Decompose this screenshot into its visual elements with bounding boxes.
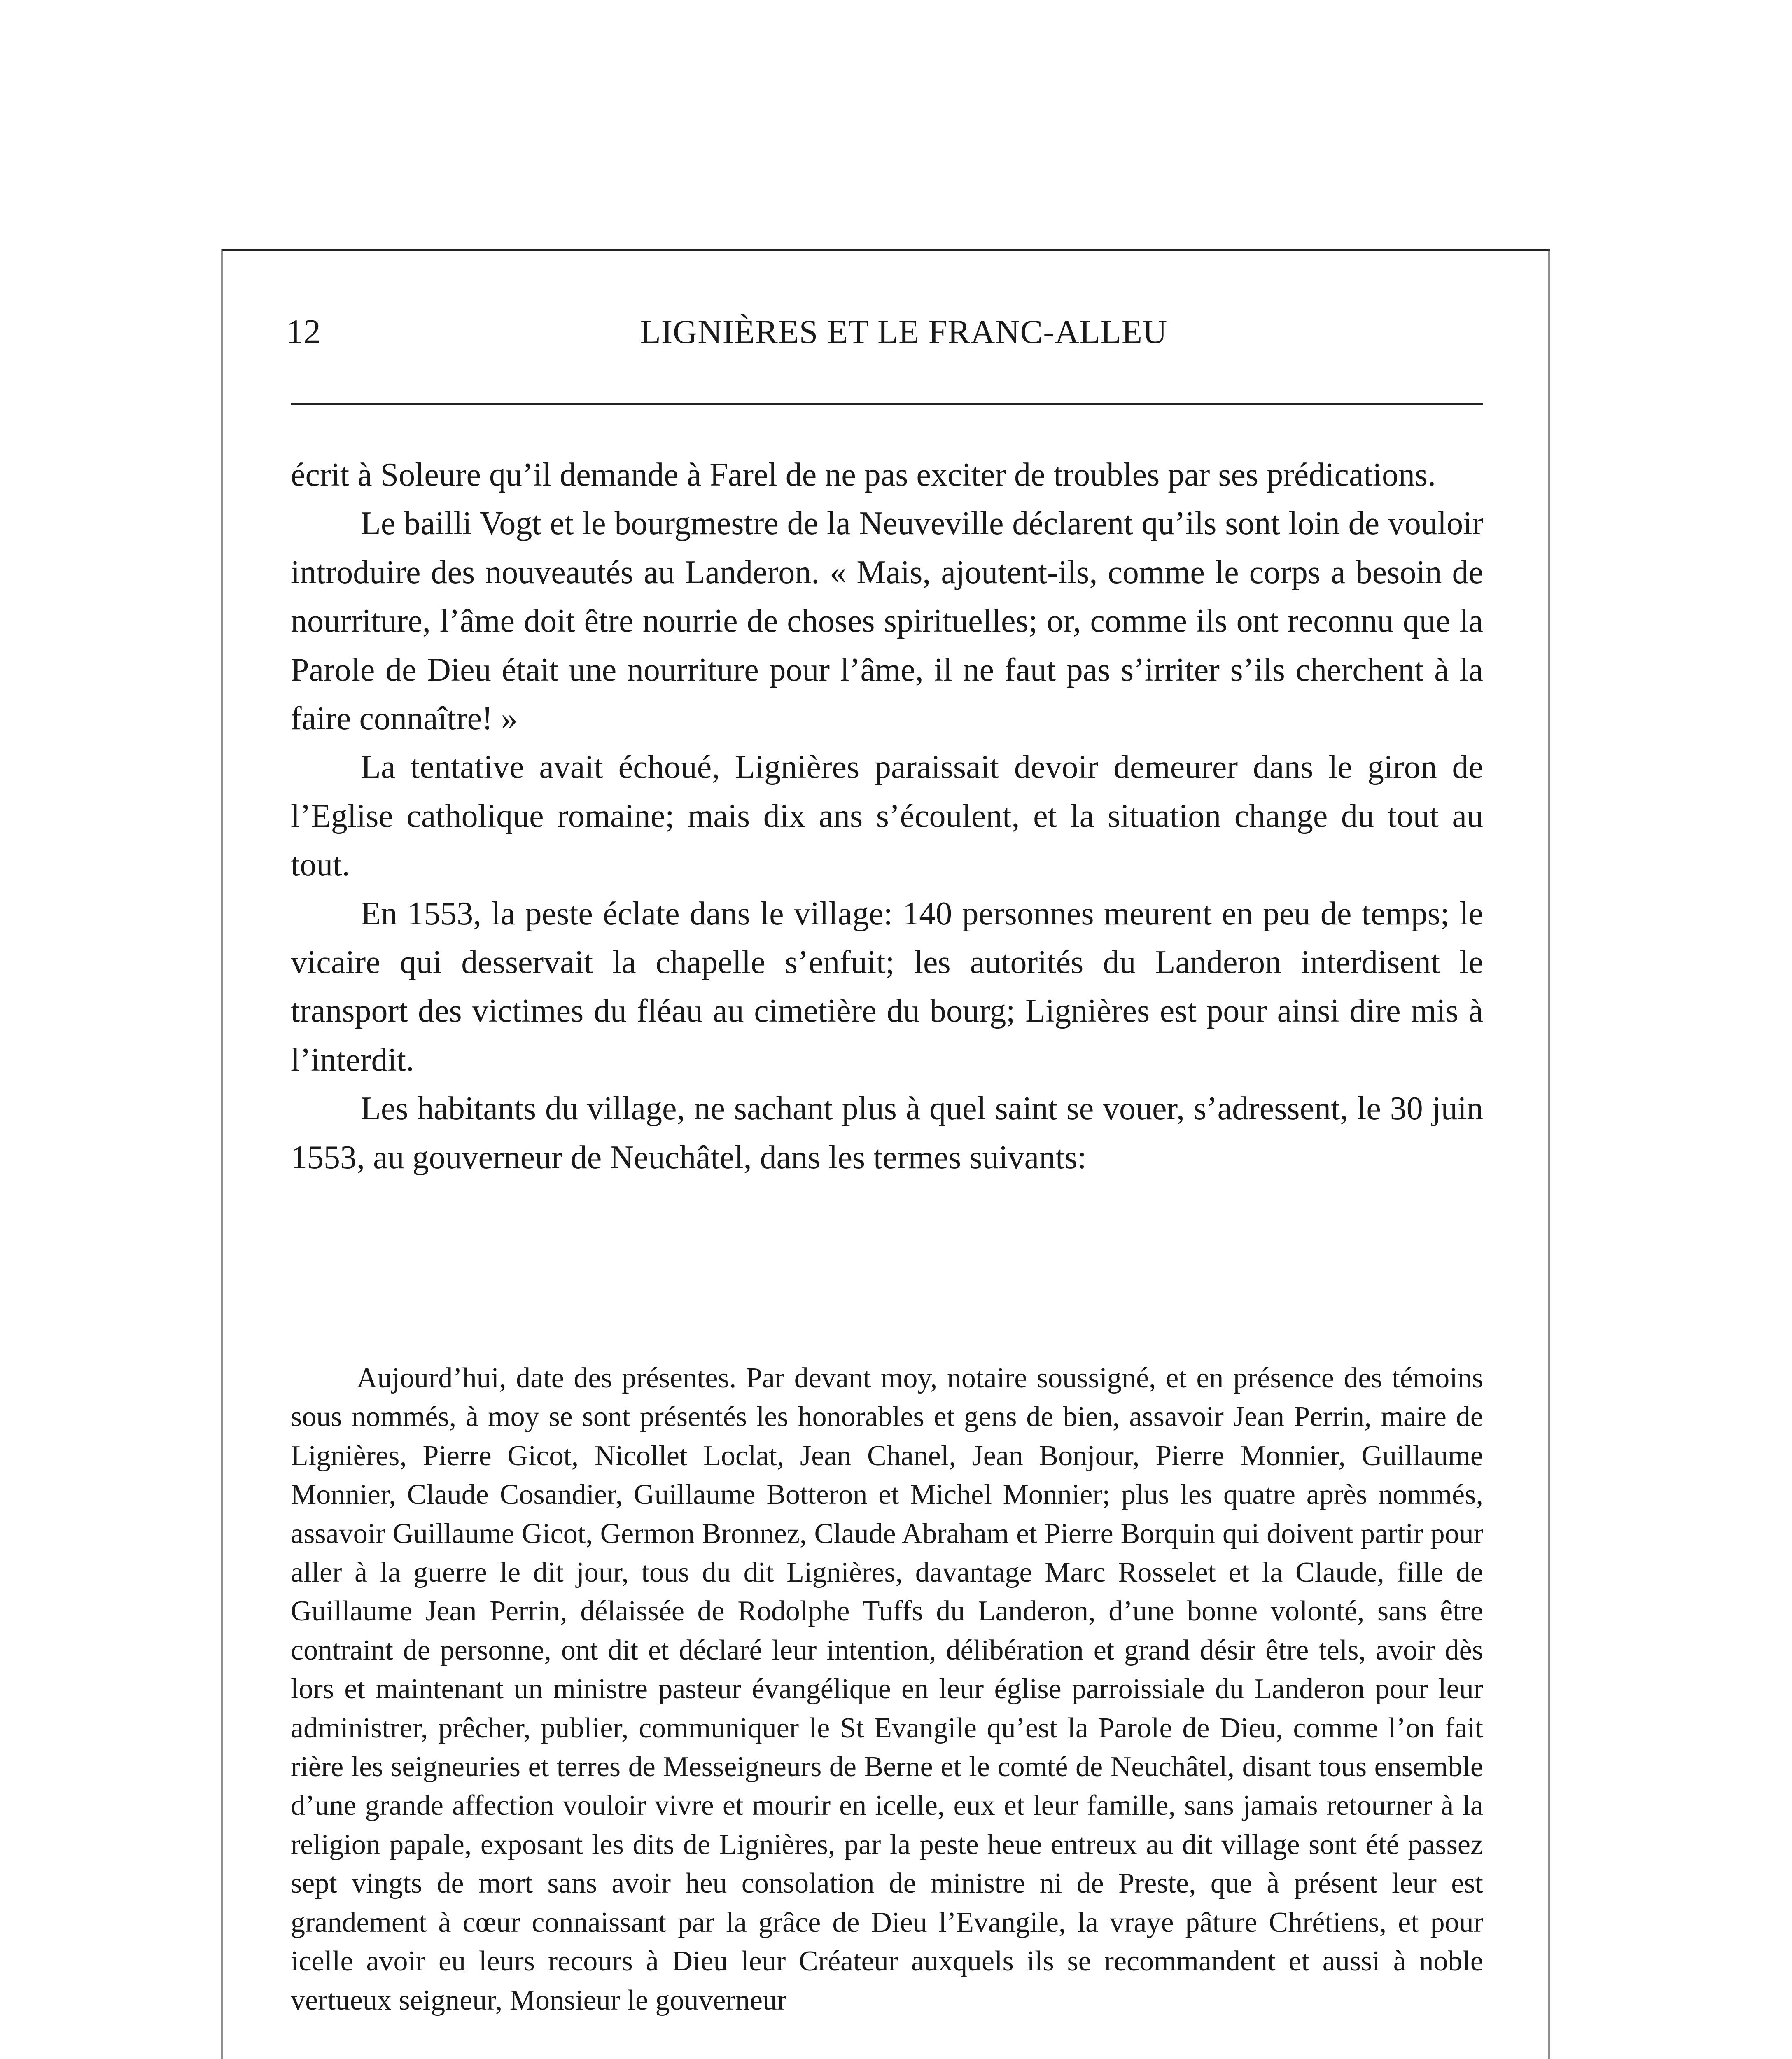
running-title: LIGNIÈRES ET LE FRANC-ALLEU (640, 313, 1168, 350)
page-number: 12 (286, 313, 321, 351)
paragraph: En 1553, la peste éclate dans le village: 140 personnes meurent en peu de temps; le vicaire qui desservait la chapelle s’enfuit; les autorités du Landeron interdisent le transport des victimes du fléau au cimetière du bourg; Lignières est pour ainsi dire mis à l’interdit. (291, 895, 1483, 1078)
page-frame-left-rule (221, 249, 223, 2059)
page-frame-right-rule (1548, 249, 1550, 2059)
quote-paragraph: Aujourd’hui, date des présentes. Par devant moy, notaire soussigné, et en présence des témoins sous nommés, à moy se sont présentés les honorables et gens de bien, assavoir Jean Perrin, maire de Lignières, Pierre Gicot, Nicollet Loclat, Jean Chanel, Jean Bonjour, Pierre Monnier, Guillaume Monnier, Claude Cosandier, Guillaume Botteron et Michel Monnier; plus les quatre après nommés, assavoir Guillaume Gicot, Germon Bronnez, Claude Abraham et Pierre Borquin qui doivent partir pour aller à la guerre le dit jour, tous du dit Lignières, davantage Marc Rosselet et la Claude, fille de Guillaume Jean Perrin, délaissée de Rodolphe Tuffs du Landeron, d’une bonne volonté, sans être contraint de personne, ont dit et déclaré leur intention, délibération et grand désir être tels, avoir dès lors et maintenant un ministre pasteur évangélique en leur église parroissiale du Landeron pour leur administrer, prêcher, publier, communiquer le St Evangile qu’est la Parole de Dieu, comme l’on fait rière les seigneuries et terres de Messeigneurs de Berne et le comté de Neuchâtel, disant tous ensemble d’une grande affection vouloir vivre et mourir en icelle, eux et leur famille, sans jamais retourner à la religion papale, exposant les dits de Lignières, par la peste heue entreux au dit village sont été passez sept vingts de mort sans avoir heu consolation de ministre ni de Preste, que à présent leur est grandement à cœur connaissant par la grâce de Dieu l’Evangile, la vraye pâture Chrétiens, et pour icelle avoir eu leurs recours à Dieu leur Créateur auxquels ils se recommandent et aussi à noble vertueux seigneur, Monsieur le gouverneur (291, 1362, 1483, 2016)
paragraph: écrit à Soleure qu’il demande à Farel de ne pas exciter de troubles par ses prédications. (291, 457, 1436, 493)
header-divider (291, 403, 1483, 405)
page-frame-top-rule (222, 249, 1550, 251)
main-text (291, 451, 1483, 1182)
quoted-document (291, 1359, 1483, 2020)
paragraph: Les habitants du village, ne sachant plus à quel saint se vouer, s’adressent, le 30 juin 1553, au gouverneur de Neuchâtel, dans les termes suivants: (291, 1090, 1483, 1176)
paragraph: La tentative avait échoué, Lignières paraissait devoir demeurer dans le giron de l’Eglise catholique romaine; mais dix ans s’écoulent, et la situation change du tout au tout. (291, 749, 1483, 883)
paragraph: Le bailli Vogt et le bourgmestre de la Neuveville déclarent qu’ils sont loin de vouloir introduire des nouveautés au Landeron. « Mais, ajoutent-ils, comme le corps a besoin de nourriture, l’âme doit être nourrie de choses spirituelles; or, comme ils ont reconnu que la Parole de Dieu était une nourriture pour l’âme, il ne faut pas s’irriter s’ils cherchent à la faire connaître! » (291, 505, 1483, 737)
